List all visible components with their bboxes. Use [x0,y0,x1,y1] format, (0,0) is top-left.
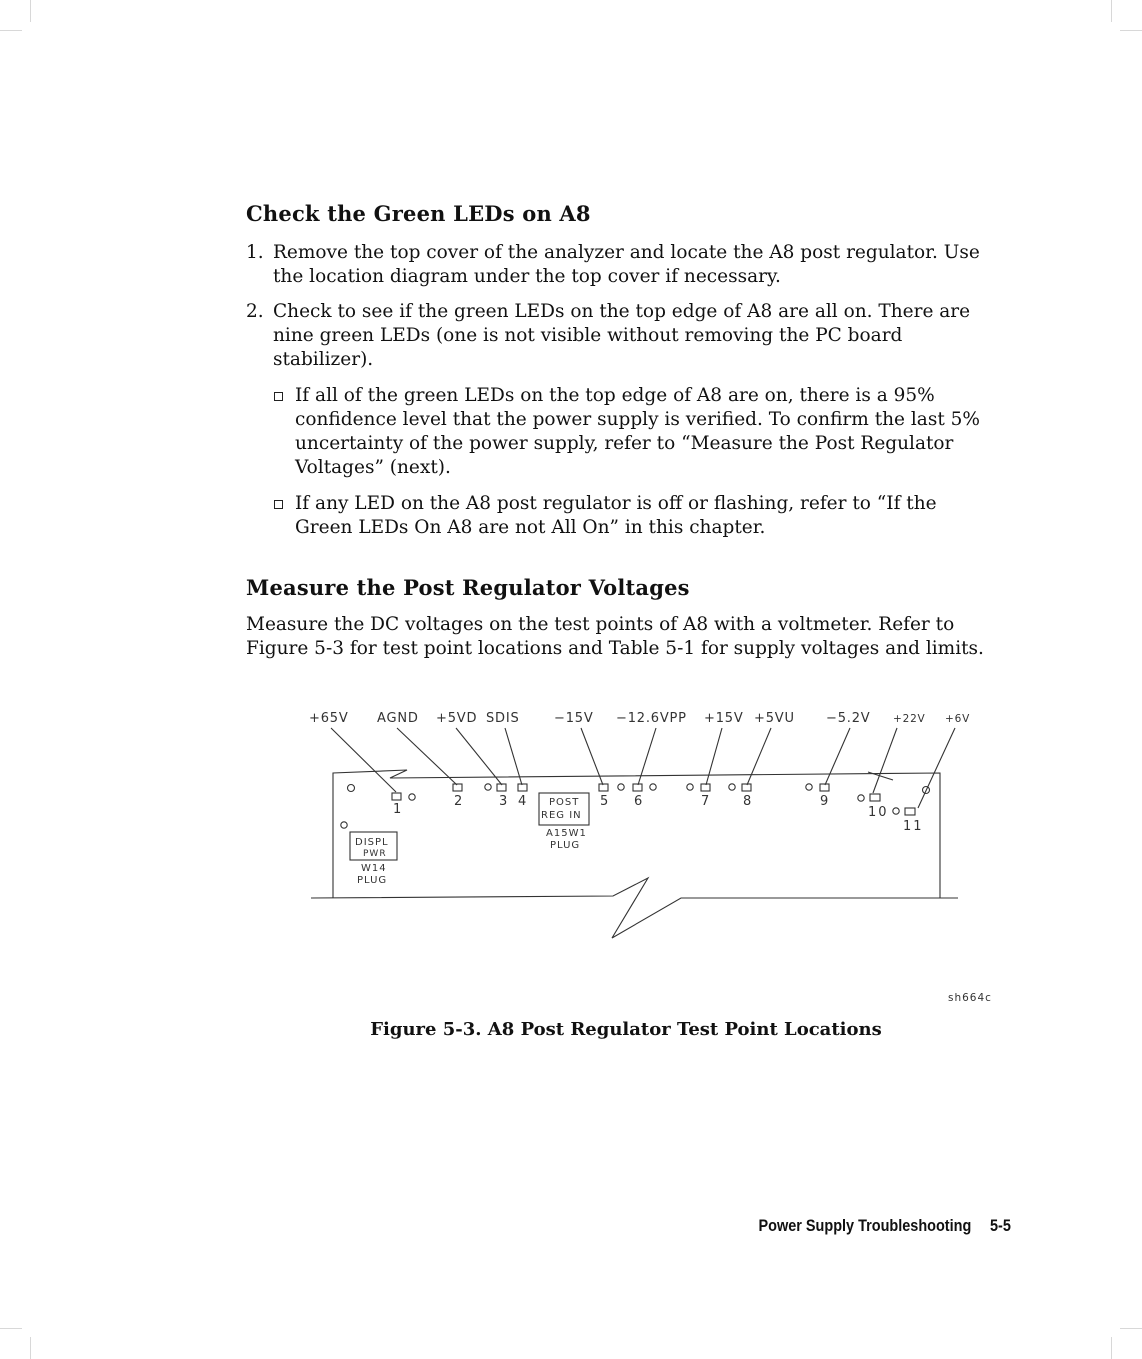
tp-number: 11 [903,819,924,834]
step-text: Remove the top cover of the analyzer and locate the A8 post regulator. Use the location diagram under the top cover if necessary. [273,242,980,287]
label-22v: +22V [893,713,926,725]
voltage-labels [309,711,970,726]
footer-page-number: 5-5 [990,1216,1011,1235]
section-heading-check-leds: Check the Green LEDs on A8 [246,201,591,226]
displ-pwr-label: PWR [363,849,387,859]
label-65v: +65V [309,711,349,726]
tp-number: 2 [454,794,463,809]
label-15v: +15V [704,711,744,726]
label-minus-15v: −15V [554,711,594,726]
tp-number: 1 [393,802,402,817]
label-6v: +6V [945,713,971,725]
label-minus-12-6vpp: −12.6VPP [616,711,687,726]
figure-image-id: sh664c [948,992,992,1004]
section-heading-measure-voltages: Measure the Post Regulator Voltages [246,575,690,600]
tp-number: 3 [499,794,508,809]
section-body: Measure the DC voltages on the test points of A8 with a voltmeter. Refer to Figure 5-3 for test point locations and Table 5-1 for supply voltages and limits. [246,614,984,659]
bullet-text: If any LED on the A8 post regulator is off or flashing, refer to “If the Green LEDs On A8 are not All On” in this chapter. [295,493,937,538]
page-footer [759,1216,1011,1236]
label-sdis: SDIS [486,711,520,726]
tp-number: 9 [820,794,829,809]
bullet-text: If all of the green LEDs on the top edge of A8 are on, there is a 95% confidence level that the power supply is verified. To confirm the last 5% uncertainty of the power supply, refer to “Measure the Post Regulator Voltages” (next). [295,385,980,478]
footer-chapter: Power Supply Troubleshooting [758,1216,972,1235]
step-text: Check to see if the green LEDs on the top edge of A8 are all on. There are nine green LEDs (one is not visible without removing the PC board stabilizer). [273,301,971,370]
tp-number: 6 [634,794,643,809]
w14-plug-label: W14 [361,863,387,874]
a15w1-plug-label: PLUG [550,840,581,851]
post-reg-label: POST [549,797,580,808]
label-agnd: AGND [377,711,419,726]
w14-plug-label: PLUG [357,875,388,886]
tp-number: 10 [868,805,889,820]
figure-caption: Figure 5-3. A8 Post Regulator Test Point Locations [370,1019,882,1040]
label-minus-5-2v: −5.2V [826,711,871,726]
a15w1-plug-label: A15W1 [546,828,587,839]
post-reg-label: REG IN [541,810,582,821]
label-5vd: +5VD [436,711,478,726]
label-5vu: +5VU [754,711,795,726]
step-number: 1. [246,242,264,263]
tp-number: 4 [518,794,527,809]
tp-number: 5 [600,794,609,809]
tp-number: 7 [701,794,710,809]
step-number: 2. [246,301,264,322]
displ-pwr-label: DISPL [355,837,389,848]
test-point-numbers [393,794,924,834]
tp-number: 8 [743,794,752,809]
